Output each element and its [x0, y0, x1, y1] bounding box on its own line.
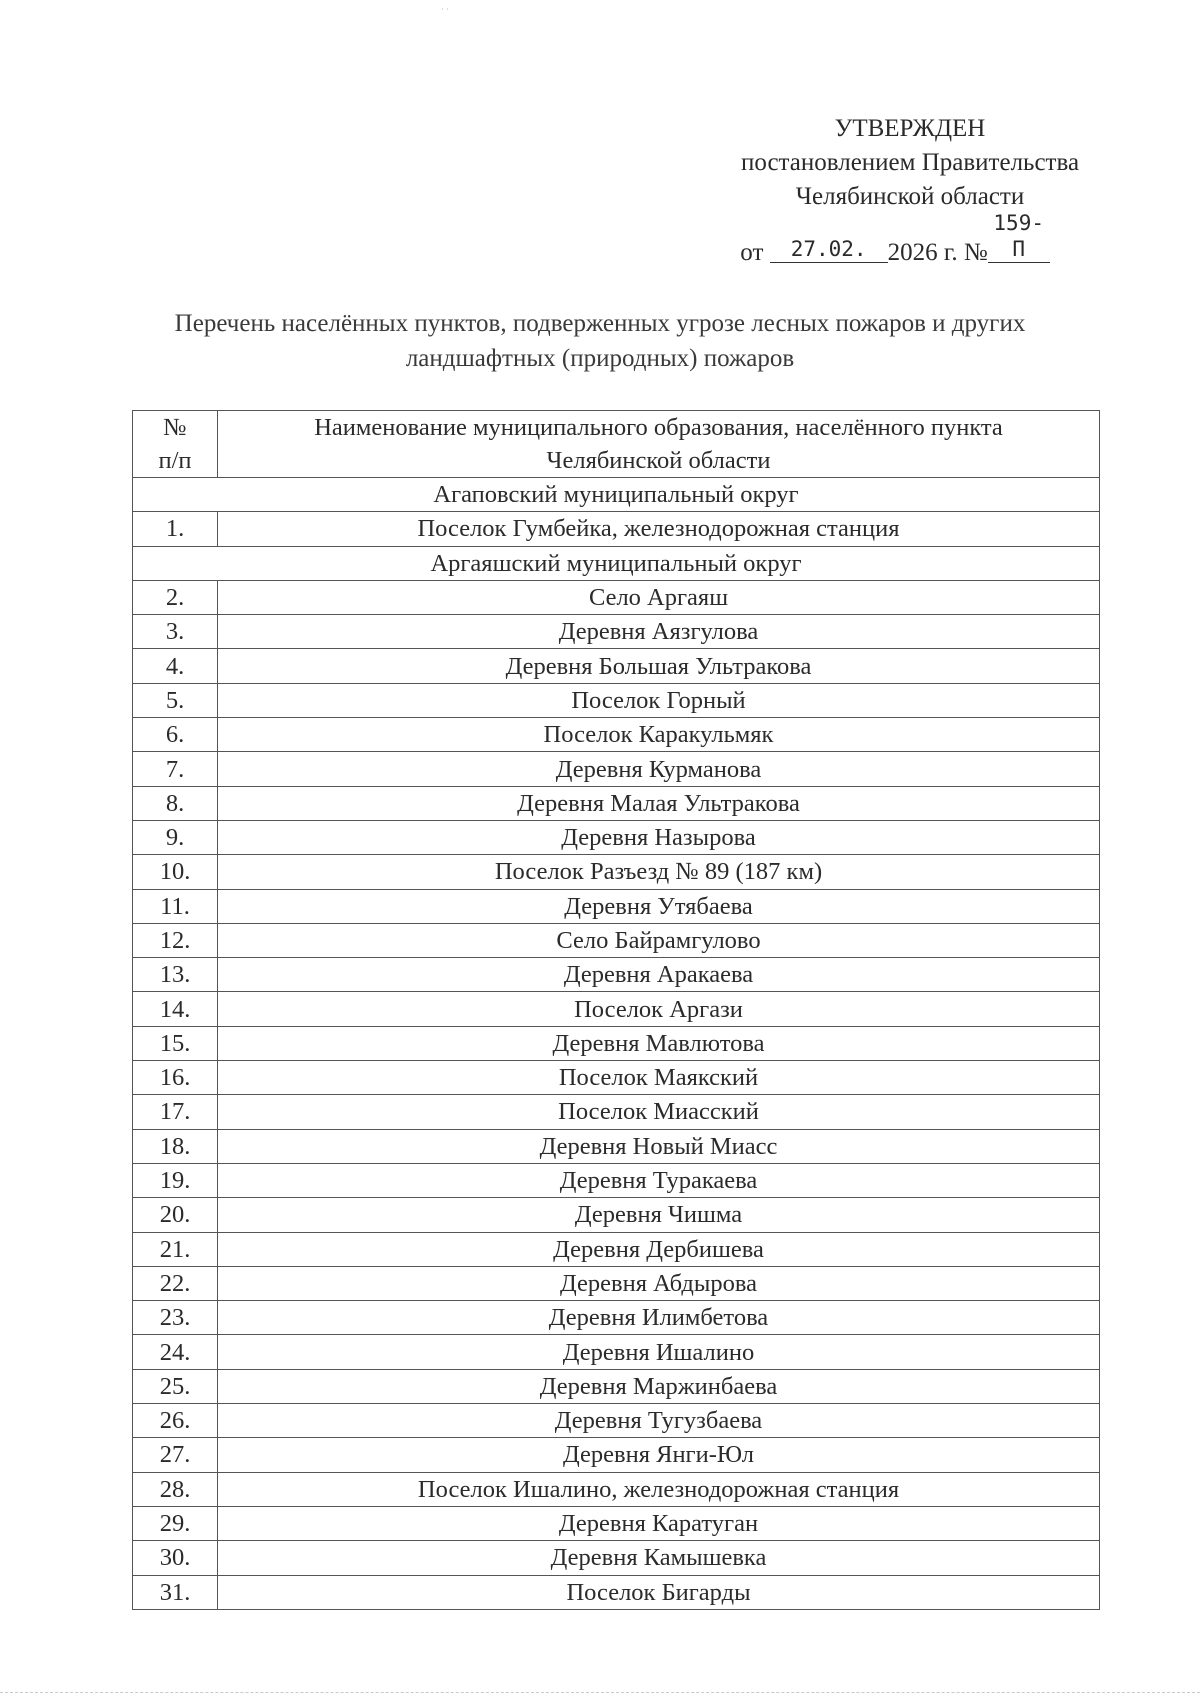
row-number: 7. — [133, 752, 218, 786]
table-row — [133, 1129, 1100, 1163]
row-number: 15. — [133, 1026, 218, 1060]
table-row — [133, 1575, 1100, 1609]
row-number: 9. — [133, 820, 218, 854]
table-row — [133, 718, 1100, 752]
settlement-name: Деревня Курманова — [218, 752, 1100, 786]
table-row — [133, 1095, 1100, 1129]
row-number: 8. — [133, 786, 218, 820]
row-number: 23. — [133, 1301, 218, 1335]
settlement-name: Село Аргаяш — [218, 580, 1100, 614]
row-number: 28. — [133, 1472, 218, 1506]
row-number: 22. — [133, 1266, 218, 1300]
row-number: 6. — [133, 718, 218, 752]
row-number: 1. — [133, 512, 218, 546]
table-row — [133, 683, 1100, 717]
table-row — [133, 1335, 1100, 1369]
header-number-label: п/п — [158, 447, 192, 474]
settlement-name: Деревня Аязгулова — [218, 615, 1100, 649]
table-row — [133, 580, 1100, 614]
row-number: 18. — [133, 1129, 218, 1163]
approval-date-line — [685, 211, 1105, 270]
table-row — [133, 1438, 1100, 1472]
settlement-name: Поселок Разъезд № 89 (187 км) — [218, 855, 1100, 889]
approval-year: 2026 г. № — [887, 239, 988, 266]
row-number: 5. — [133, 683, 218, 717]
settlement-name: Деревня Новый Миасс — [218, 1129, 1100, 1163]
row-number: 25. — [133, 1369, 218, 1403]
settlement-name: Деревня Мавлютова — [218, 1026, 1100, 1060]
table-row — [133, 1232, 1100, 1266]
table-row — [133, 512, 1100, 546]
header-number-symbol: № — [163, 414, 187, 441]
table-header-row — [133, 411, 1100, 478]
table-row — [133, 1061, 1100, 1095]
header-name-cell — [218, 411, 1100, 478]
document-title-line-1: Перечень населённых пунктов, подверженных угрозе лесных пожаров и других — [174, 310, 1026, 337]
table-row — [133, 958, 1100, 992]
table-row — [133, 992, 1100, 1026]
row-number: 3. — [133, 615, 218, 649]
table-row — [133, 1369, 1100, 1403]
row-number: 13. — [133, 958, 218, 992]
group-row — [133, 478, 1100, 512]
table-row — [133, 1506, 1100, 1540]
municipal-district-name: Агаповский муниципальный округ — [133, 478, 1100, 512]
scan-artifact: ˙˙ — [440, 8, 450, 19]
header-name-line-2: Челябинской области — [546, 447, 771, 474]
table-row — [133, 1301, 1100, 1335]
row-number: 30. — [133, 1541, 218, 1575]
settlement-name: Деревня Малая Ультракова — [218, 786, 1100, 820]
row-number: 27. — [133, 1438, 218, 1472]
table-row — [133, 889, 1100, 923]
settlement-name: Деревня Абдырова — [218, 1266, 1100, 1300]
approval-stamp — [700, 112, 1120, 270]
row-number: 10. — [133, 855, 218, 889]
document-title-line-2: ландшафтных (природных) пожаров — [405, 345, 795, 372]
settlement-name: Поселок Ишалино, железнодорожная станция — [218, 1472, 1100, 1506]
table-row — [133, 615, 1100, 649]
settlement-name: Деревня Ишалино — [218, 1335, 1100, 1369]
table-row — [133, 752, 1100, 786]
row-number: 21. — [133, 1232, 218, 1266]
table-row — [133, 820, 1100, 854]
table-row — [133, 1198, 1100, 1232]
settlement-name: Деревня Илимбетова — [218, 1301, 1100, 1335]
table-row — [133, 649, 1100, 683]
settlement-name: Деревня Тугузбаева — [218, 1404, 1100, 1438]
settlement-name: Деревня Дербишева — [218, 1232, 1100, 1266]
row-number: 17. — [133, 1095, 218, 1129]
row-number: 4. — [133, 649, 218, 683]
settlement-name: Деревня Туракаева — [218, 1163, 1100, 1197]
group-row — [133, 546, 1100, 580]
settlement-name: Поселок Гумбейка, железнодорожная станция — [218, 512, 1100, 546]
date-prefix: от — [740, 239, 764, 266]
page-edge-line — [0, 1692, 1200, 1693]
row-number: 14. — [133, 992, 218, 1026]
settlements-table — [132, 410, 1100, 1610]
settlement-name: Деревня Утябаева — [218, 889, 1100, 923]
table-row — [133, 855, 1100, 889]
row-number: 19. — [133, 1163, 218, 1197]
settlement-name: Поселок Бигарды — [218, 1575, 1100, 1609]
settlement-name: Поселок Маякский — [218, 1061, 1100, 1095]
settlement-name: Деревня Чишма — [218, 1198, 1100, 1232]
approval-line-2: Челябинской области — [795, 183, 1025, 210]
settlement-name: Деревня Большая Ультракова — [218, 649, 1100, 683]
table-row — [133, 1163, 1100, 1197]
settlement-name: Поселок Миасский — [218, 1095, 1100, 1129]
municipal-district-name: Аргаяшский муниципальный округ — [133, 546, 1100, 580]
settlement-name: Деревня Камышевка — [218, 1541, 1100, 1575]
settlement-name: Деревня Янги-Юл — [218, 1438, 1100, 1472]
row-number: 29. — [133, 1506, 218, 1540]
table-body — [133, 478, 1100, 1610]
settlement-name: Село Байрамгулово — [218, 923, 1100, 957]
row-number: 26. — [133, 1404, 218, 1438]
table-row — [133, 1266, 1100, 1300]
row-number: 20. — [133, 1198, 218, 1232]
table-row — [133, 1026, 1100, 1060]
document-title — [60, 306, 1140, 376]
settlement-name: Деревня Аракаева — [218, 958, 1100, 992]
approval-number: 159-П — [988, 210, 1050, 263]
approval-line-1: постановлением Правительства — [740, 149, 1080, 176]
header-name-line-1: Наименование муниципального образования, населённого пункта — [314, 414, 1003, 441]
table-row — [133, 1404, 1100, 1438]
row-number: 16. — [133, 1061, 218, 1095]
settlement-name: Деревня Назырова — [218, 820, 1100, 854]
row-number: 31. — [133, 1575, 218, 1609]
settlement-name: Деревня Маржинбаева — [218, 1369, 1100, 1403]
settlement-name: Поселок Каракульмяк — [218, 718, 1100, 752]
row-number: 12. — [133, 923, 218, 957]
row-number: 2. — [133, 580, 218, 614]
settlement-name: Поселок Аргази — [218, 992, 1100, 1026]
settlement-name: Деревня Каратуган — [218, 1506, 1100, 1540]
approval-date: 27.02. — [770, 236, 888, 263]
table-row — [133, 1541, 1100, 1575]
row-number: 11. — [133, 889, 218, 923]
table-row — [133, 786, 1100, 820]
table-row — [133, 923, 1100, 957]
approval-title: УТВЕРЖДЕН — [834, 115, 986, 142]
table-row — [133, 1472, 1100, 1506]
settlement-name: Поселок Горный — [218, 683, 1100, 717]
header-number-cell — [133, 411, 218, 478]
row-number: 24. — [133, 1335, 218, 1369]
